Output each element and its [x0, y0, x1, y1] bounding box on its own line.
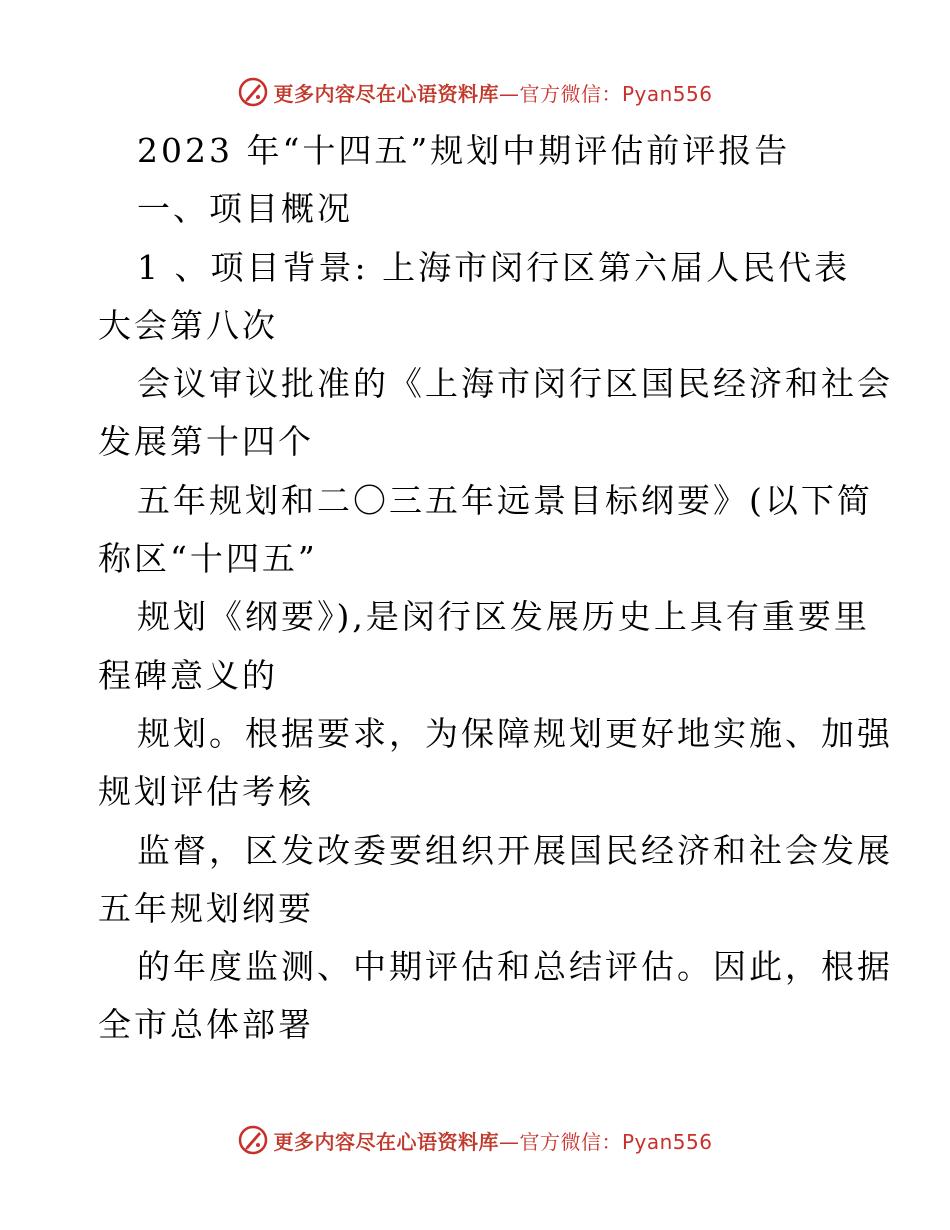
red-quill-logo-icon	[237, 76, 269, 108]
paragraph-line: 发展第十四个	[98, 422, 314, 462]
document-title: 2023 年“十四五”规划中期评估前评报告	[137, 131, 791, 170]
watermark-main-text: 更多内容尽在心语资料库	[273, 81, 499, 106]
watermark-text	[273, 78, 712, 107]
paragraph-line: 五年规划和二〇三五年远景目标纲要》(以下简	[137, 480, 873, 520]
paragraph-line: 会议审议批准的《上海市闵行区国民经济和社会	[137, 364, 893, 404]
watermark-contact-text: —官方微信：Pyan556	[498, 81, 713, 106]
paragraph-line: 五年规划纲要	[98, 888, 314, 928]
paragraph-line: 称区“十四五”	[98, 539, 318, 579]
paragraph-line: 程碑意义的	[98, 655, 278, 695]
paragraph-line: 规划《纲要》),是闵行区发展历史上具有重要里	[137, 597, 870, 637]
section-heading: 一、项目概况	[137, 189, 353, 229]
paragraph-line: 规划评估考核	[98, 772, 314, 812]
header-watermark	[0, 72, 950, 112]
watermark-text	[273, 1126, 712, 1155]
watermark-contact-text: —官方微信：Pyan556	[498, 1129, 713, 1154]
paragraph-line: 大会第八次	[98, 305, 278, 345]
red-quill-logo-icon	[237, 1124, 269, 1156]
paragraph-line: 的年度监测、中期评估和总结评估。因此，根据	[137, 947, 893, 987]
paragraph-line: 规划。根据要求，为保障规划更好地实施、加强	[137, 713, 893, 753]
watermark-main-text: 更多内容尽在心语资料库	[273, 1129, 499, 1154]
document-body	[98, 122, 893, 1055]
paragraph-line: 1 、项目背景: 上海市闵行区第六届人民代表	[137, 247, 851, 287]
paragraph-line: 监督，区发改委要组织开展国民经济和社会发展	[137, 830, 893, 870]
footer-watermark	[0, 1120, 950, 1160]
paragraph-line: 全市总体部署	[98, 1005, 314, 1045]
